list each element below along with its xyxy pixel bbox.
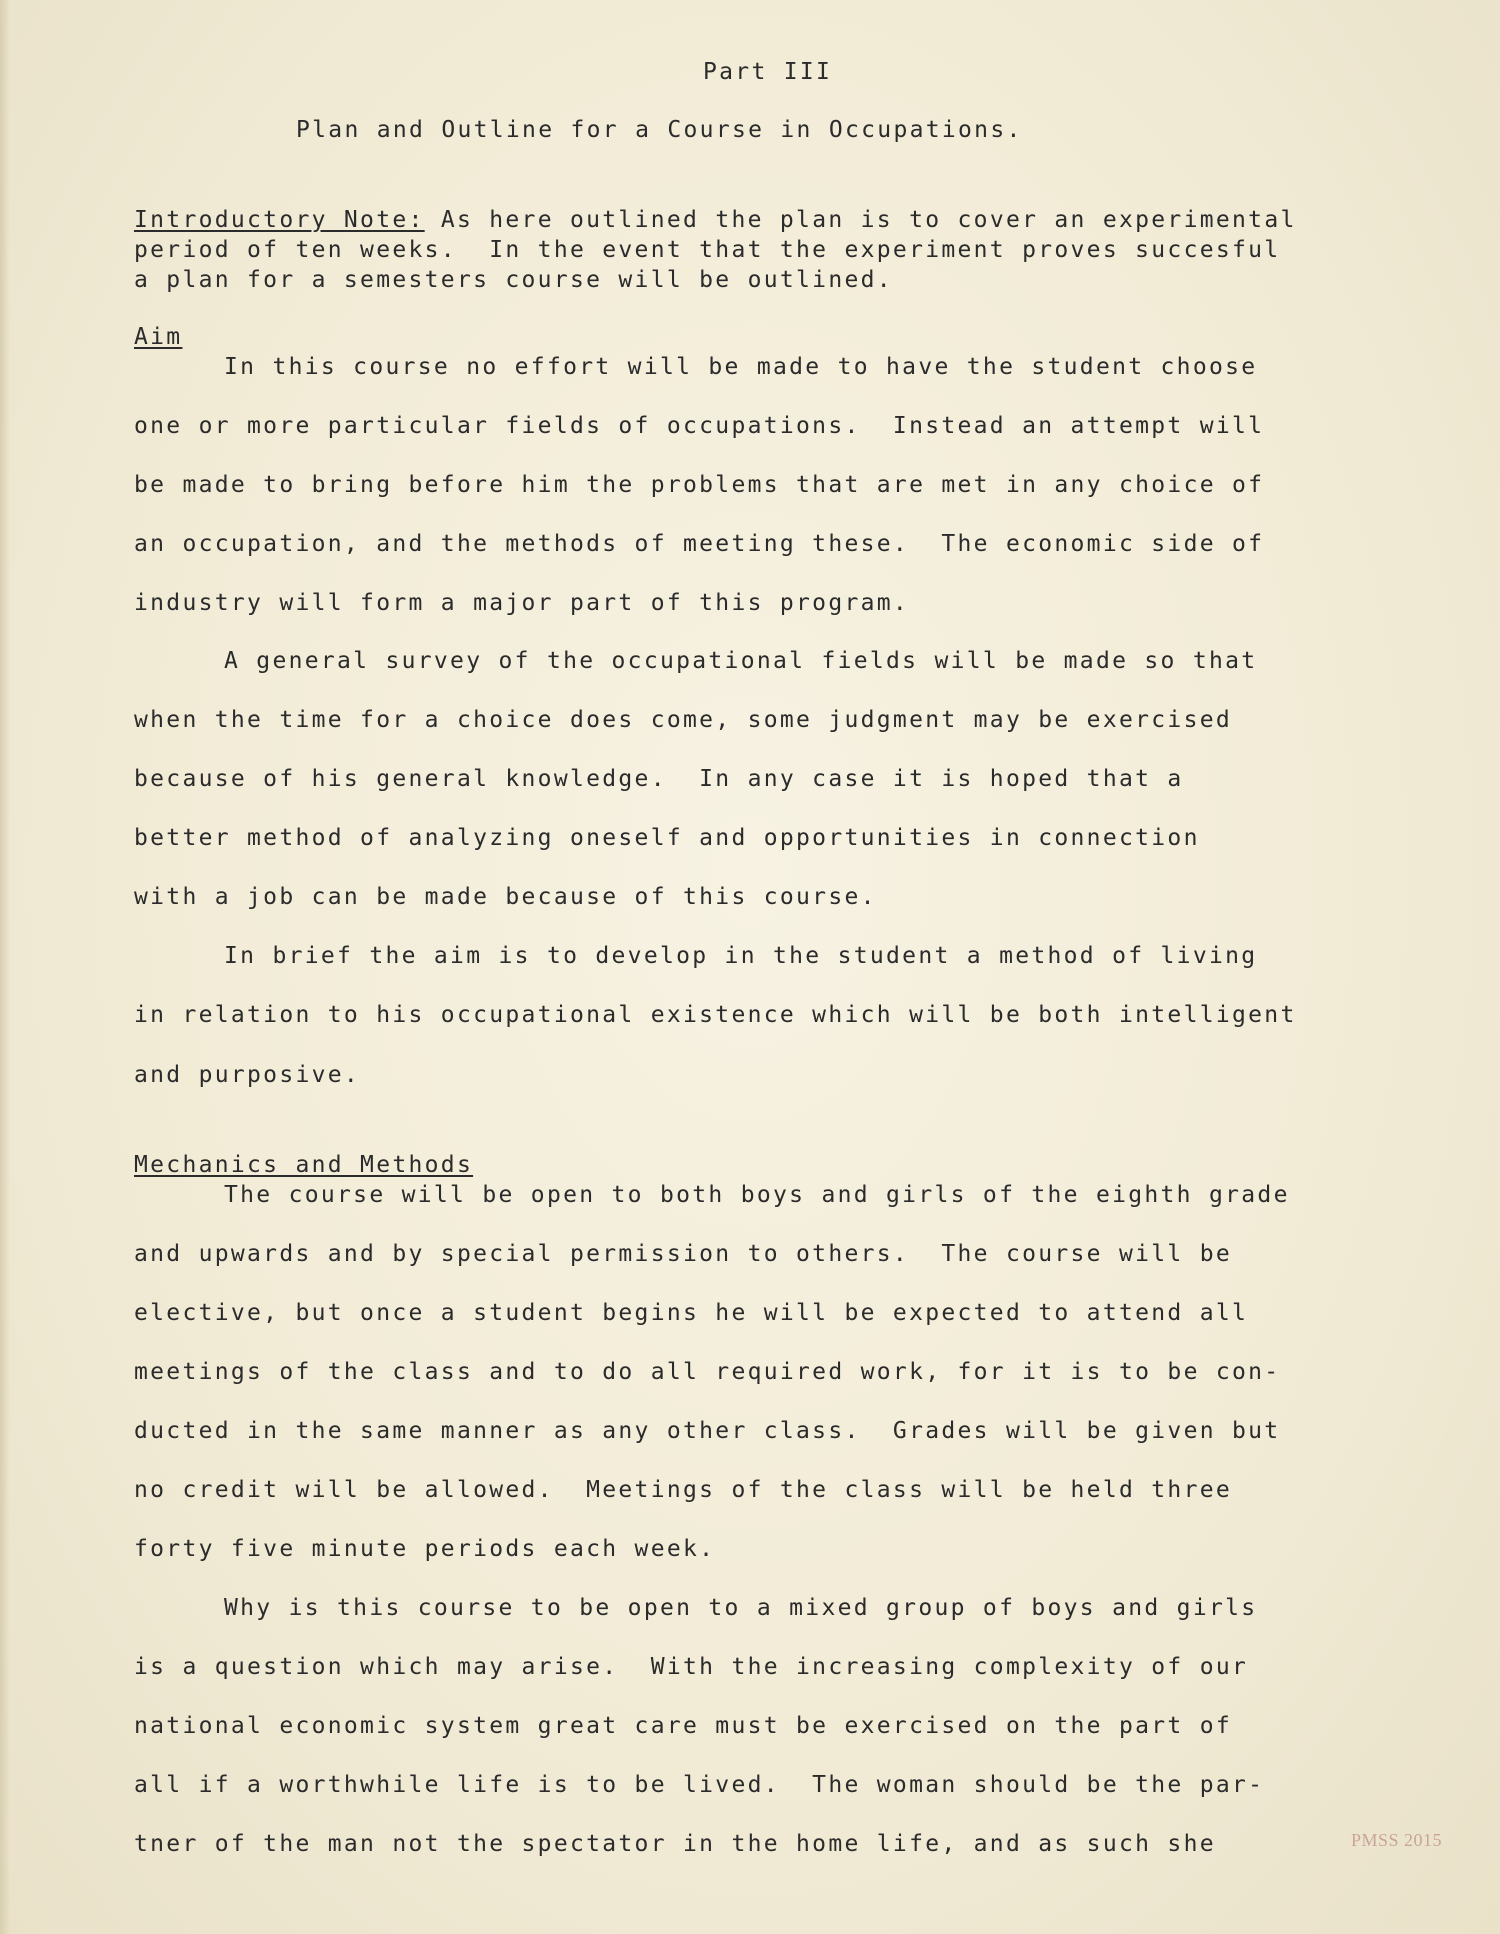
mechanics-line: no credit will be allowed. Meetings of the class will be held three	[134, 1477, 1233, 1503]
mechanics-line: is a question which may arise. With the increasing complexity of our	[134, 1654, 1249, 1680]
intro-heading: Introductory Note:	[134, 207, 425, 233]
mechanics-line: Why is this course to be open to a mixed group of boys and girls	[224, 1595, 1258, 1621]
mechanics-line: national economic system great care must be exercised on the part of	[134, 1713, 1233, 1739]
aim-heading: Aim	[134, 324, 183, 350]
aim-line: industry will form a major part of this program.	[134, 590, 910, 616]
aim-line: and purposive.	[134, 1062, 361, 1088]
mechanics-line: The course will be open to both boys and girls of the eighth grade	[224, 1182, 1290, 1208]
mechanics-heading: Mechanics and Methods	[134, 1152, 474, 1178]
aim-line: an occupation, and the methods of meeting these. The economic side of	[134, 531, 1265, 557]
page-title: Plan and Outline for a Course in Occupations.	[296, 117, 1023, 143]
mechanics-line: all if a worthwhile life is to be lived. The woman should be the par-	[134, 1772, 1265, 1798]
aim-line: when the time for a choice does come, some judgment may be exercised	[134, 707, 1233, 733]
aim-line: be made to bring before him the problems that are met in any choice of	[134, 472, 1265, 498]
page-edge-shadow	[0, 0, 10, 1934]
mechanics-line: tner of the man not the spectator in the home life, and as such she	[134, 1831, 1216, 1857]
aim-line: in relation to his occupational existence which will be both intelligent	[134, 1002, 1297, 1028]
mechanics-line: elective, but once a student begins he will be expected to attend all	[134, 1300, 1249, 1326]
intro-line-2: period of ten weeks. In the event that the experiment proves succesful	[134, 237, 1281, 263]
aim-line: with a job can be made because of this course.	[134, 884, 877, 910]
mechanics-line: and upwards and by special permission to others. The course will be	[134, 1241, 1233, 1267]
mechanics-line: forty five minute periods each week.	[134, 1536, 716, 1562]
aim-line: because of his general knowledge. In any case it is hoped that a	[134, 766, 1184, 792]
mechanics-line: ducted in the same manner as any other class. Grades will be given but	[134, 1418, 1281, 1444]
mechanics-line: meetings of the class and to do all required work, for it is to be con-	[134, 1359, 1281, 1385]
part-heading: Part III	[703, 59, 833, 85]
aim-line: In brief the aim is to develop in the student a method of living	[224, 943, 1258, 969]
intro-text-1: As here outlined the plan is to cover an experimental	[440, 207, 1297, 233]
watermark-stamp: PMSS 2015	[1350, 1830, 1442, 1850]
aim-line: A general survey of the occupational fields will be made so that	[224, 648, 1258, 674]
intro-line-3: a plan for a semesters course will be outlined.	[134, 267, 893, 293]
aim-line: In this course no effort will be made to have the student choose	[224, 354, 1258, 380]
aim-line: one or more particular fields of occupations. Instead an attempt will	[134, 413, 1265, 439]
intro-line-1	[134, 205, 1297, 235]
aim-line: better method of analyzing oneself and opportunities in connection	[134, 825, 1200, 851]
